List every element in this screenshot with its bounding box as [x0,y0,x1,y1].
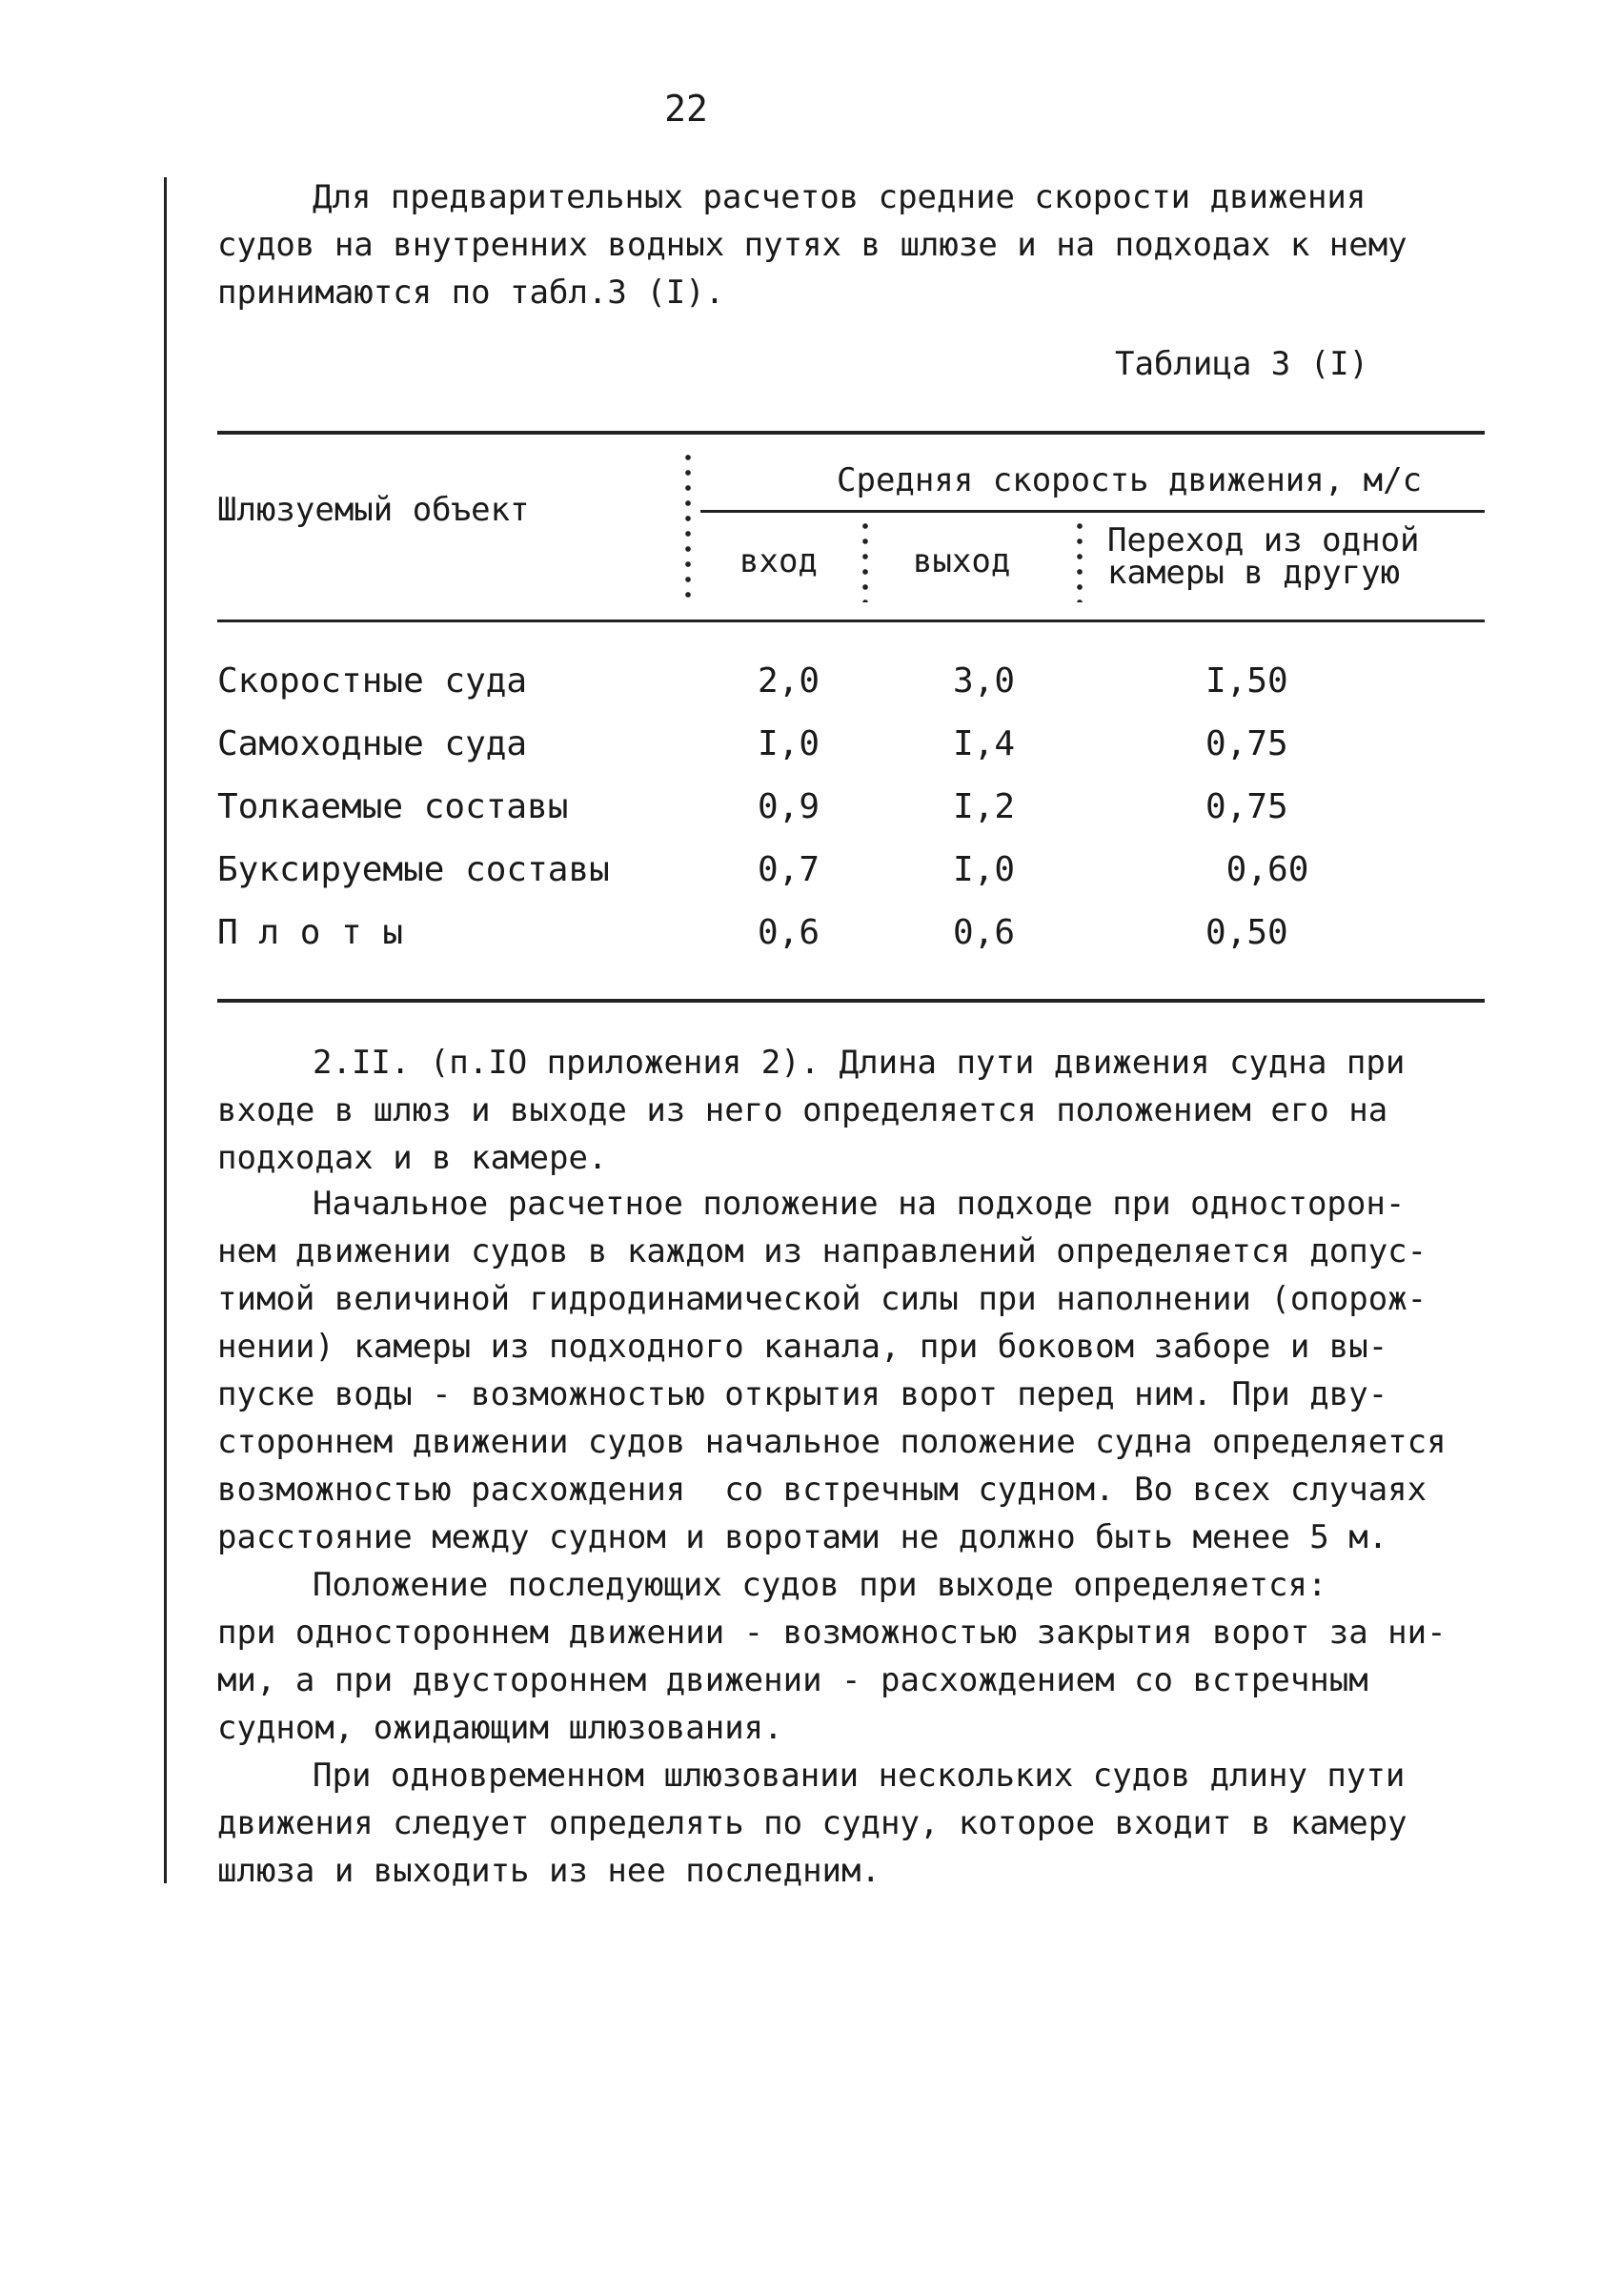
header-exit: выход [913,542,1011,580]
text-line: тимой величиной гидродинамической силы при наполнении (опорож- [217,1280,1428,1318]
row-entry: 0,7 [758,850,820,889]
text-line: ми, а при двустороннем движении - расхождением со встречным [217,1661,1368,1699]
row-exit: 3,0 [953,661,1016,701]
text-line: Начальное расчетное положение на подходе при односторон- [313,1185,1406,1223]
text-line: 2.II. (п.IO приложения 2). Длина пути движения судна при [313,1044,1406,1082]
header-speed-group: Средняя скорость движения, м/с [837,461,1423,499]
row-entry: 2,0 [758,661,820,701]
start-position-paragraph [217,1180,1456,1561]
row-name: Буксируемые составы [217,850,610,889]
row-name: Скоростные суда [217,661,528,701]
text-line: возможностью расхождения со встречным судном. Во всех случаях [217,1471,1428,1509]
row-transfer: I,50 [1205,661,1288,701]
subsequent-position-paragraph [217,1561,1456,1752]
header-divider [1077,518,1083,602]
text-line: нем движении судов в каждом из направлений определяется допус- [217,1232,1428,1270]
header-bottom-rule [217,620,1485,622]
header-object: Шлюзуемый объект [217,491,530,529]
table-row [0,787,1620,835]
text-line: расстояние между судном и воротами не должно быть менее 5 м. [217,1518,1388,1556]
row-exit: I,0 [953,850,1016,889]
header-subrule [700,510,1485,513]
header-transfer-line1: Переход из одной [1107,521,1420,559]
row-name: П л о т ы [217,913,404,952]
text-line: Положение последующих судов при выходе определяется: [313,1566,1327,1604]
text-line: входе в шлюз и выходе из него определяется положением его на [217,1091,1388,1129]
table-caption: Таблица 3 (I) [1115,345,1369,383]
row-exit: I,4 [953,724,1016,763]
header-divider [685,450,691,602]
table-top-rule [217,431,1485,435]
text-line: подходах и в камере. [217,1139,608,1177]
row-name: Самоходные суда [217,724,528,763]
row-entry: I,0 [758,724,820,763]
text-line: при одностороннем движении - возможностью закрытия ворот за ни- [217,1614,1447,1652]
page-number: 22 [664,88,708,130]
row-transfer: 0,75 [1205,787,1288,826]
header-entry: вход [739,542,818,580]
table-row [0,850,1620,898]
text-line: судов на внутренних водных путях в шлюзе и на подходах к нему [217,226,1407,264]
row-entry: 0,6 [758,913,820,952]
row-transfer: 0,50 [1205,913,1288,952]
row-transfer: 0,60 [1205,850,1309,889]
simultaneous-lockage-paragraph [217,1752,1456,1895]
text-line: При одновременном шлюзовании нескольких судов длину пути [313,1757,1406,1795]
header-transfer-line2: камеры в другую [1107,554,1401,592]
table-row [0,913,1620,961]
table-row [0,724,1620,772]
text-line: Для предварительных расчетов средние скорости движения [313,178,1367,216]
text-line: нении) камеры из подходного канала, при боковом заборе и вы- [217,1328,1388,1366]
row-transfer: 0,75 [1205,724,1288,763]
intro-paragraph [217,173,1456,316]
text-line: принимаются по табл.3 (I). [217,274,725,312]
text-line: судном, ожидающим шлюзования. [217,1709,783,1747]
text-line: стороннем движении судов начальное положение судна определяется [217,1423,1447,1461]
table-bottom-rule [217,999,1485,1003]
table-row [0,661,1620,709]
header-divider [862,518,868,602]
text-line: шлюза и выходить из нее последним. [217,1852,881,1890]
row-name: Толкаемые составы [217,787,569,826]
row-exit: 0,6 [953,913,1016,952]
row-exit: I,2 [953,787,1016,826]
text-line: движения следует определять по судну, которое входит в камеру [217,1804,1407,1842]
margin-bar [164,177,167,1883]
text-line: пуске воды - возможностью открытия ворот перед ним. При дву- [217,1375,1388,1413]
section-2-11-paragraph [217,1039,1456,1182]
row-entry: 0,9 [758,787,820,826]
